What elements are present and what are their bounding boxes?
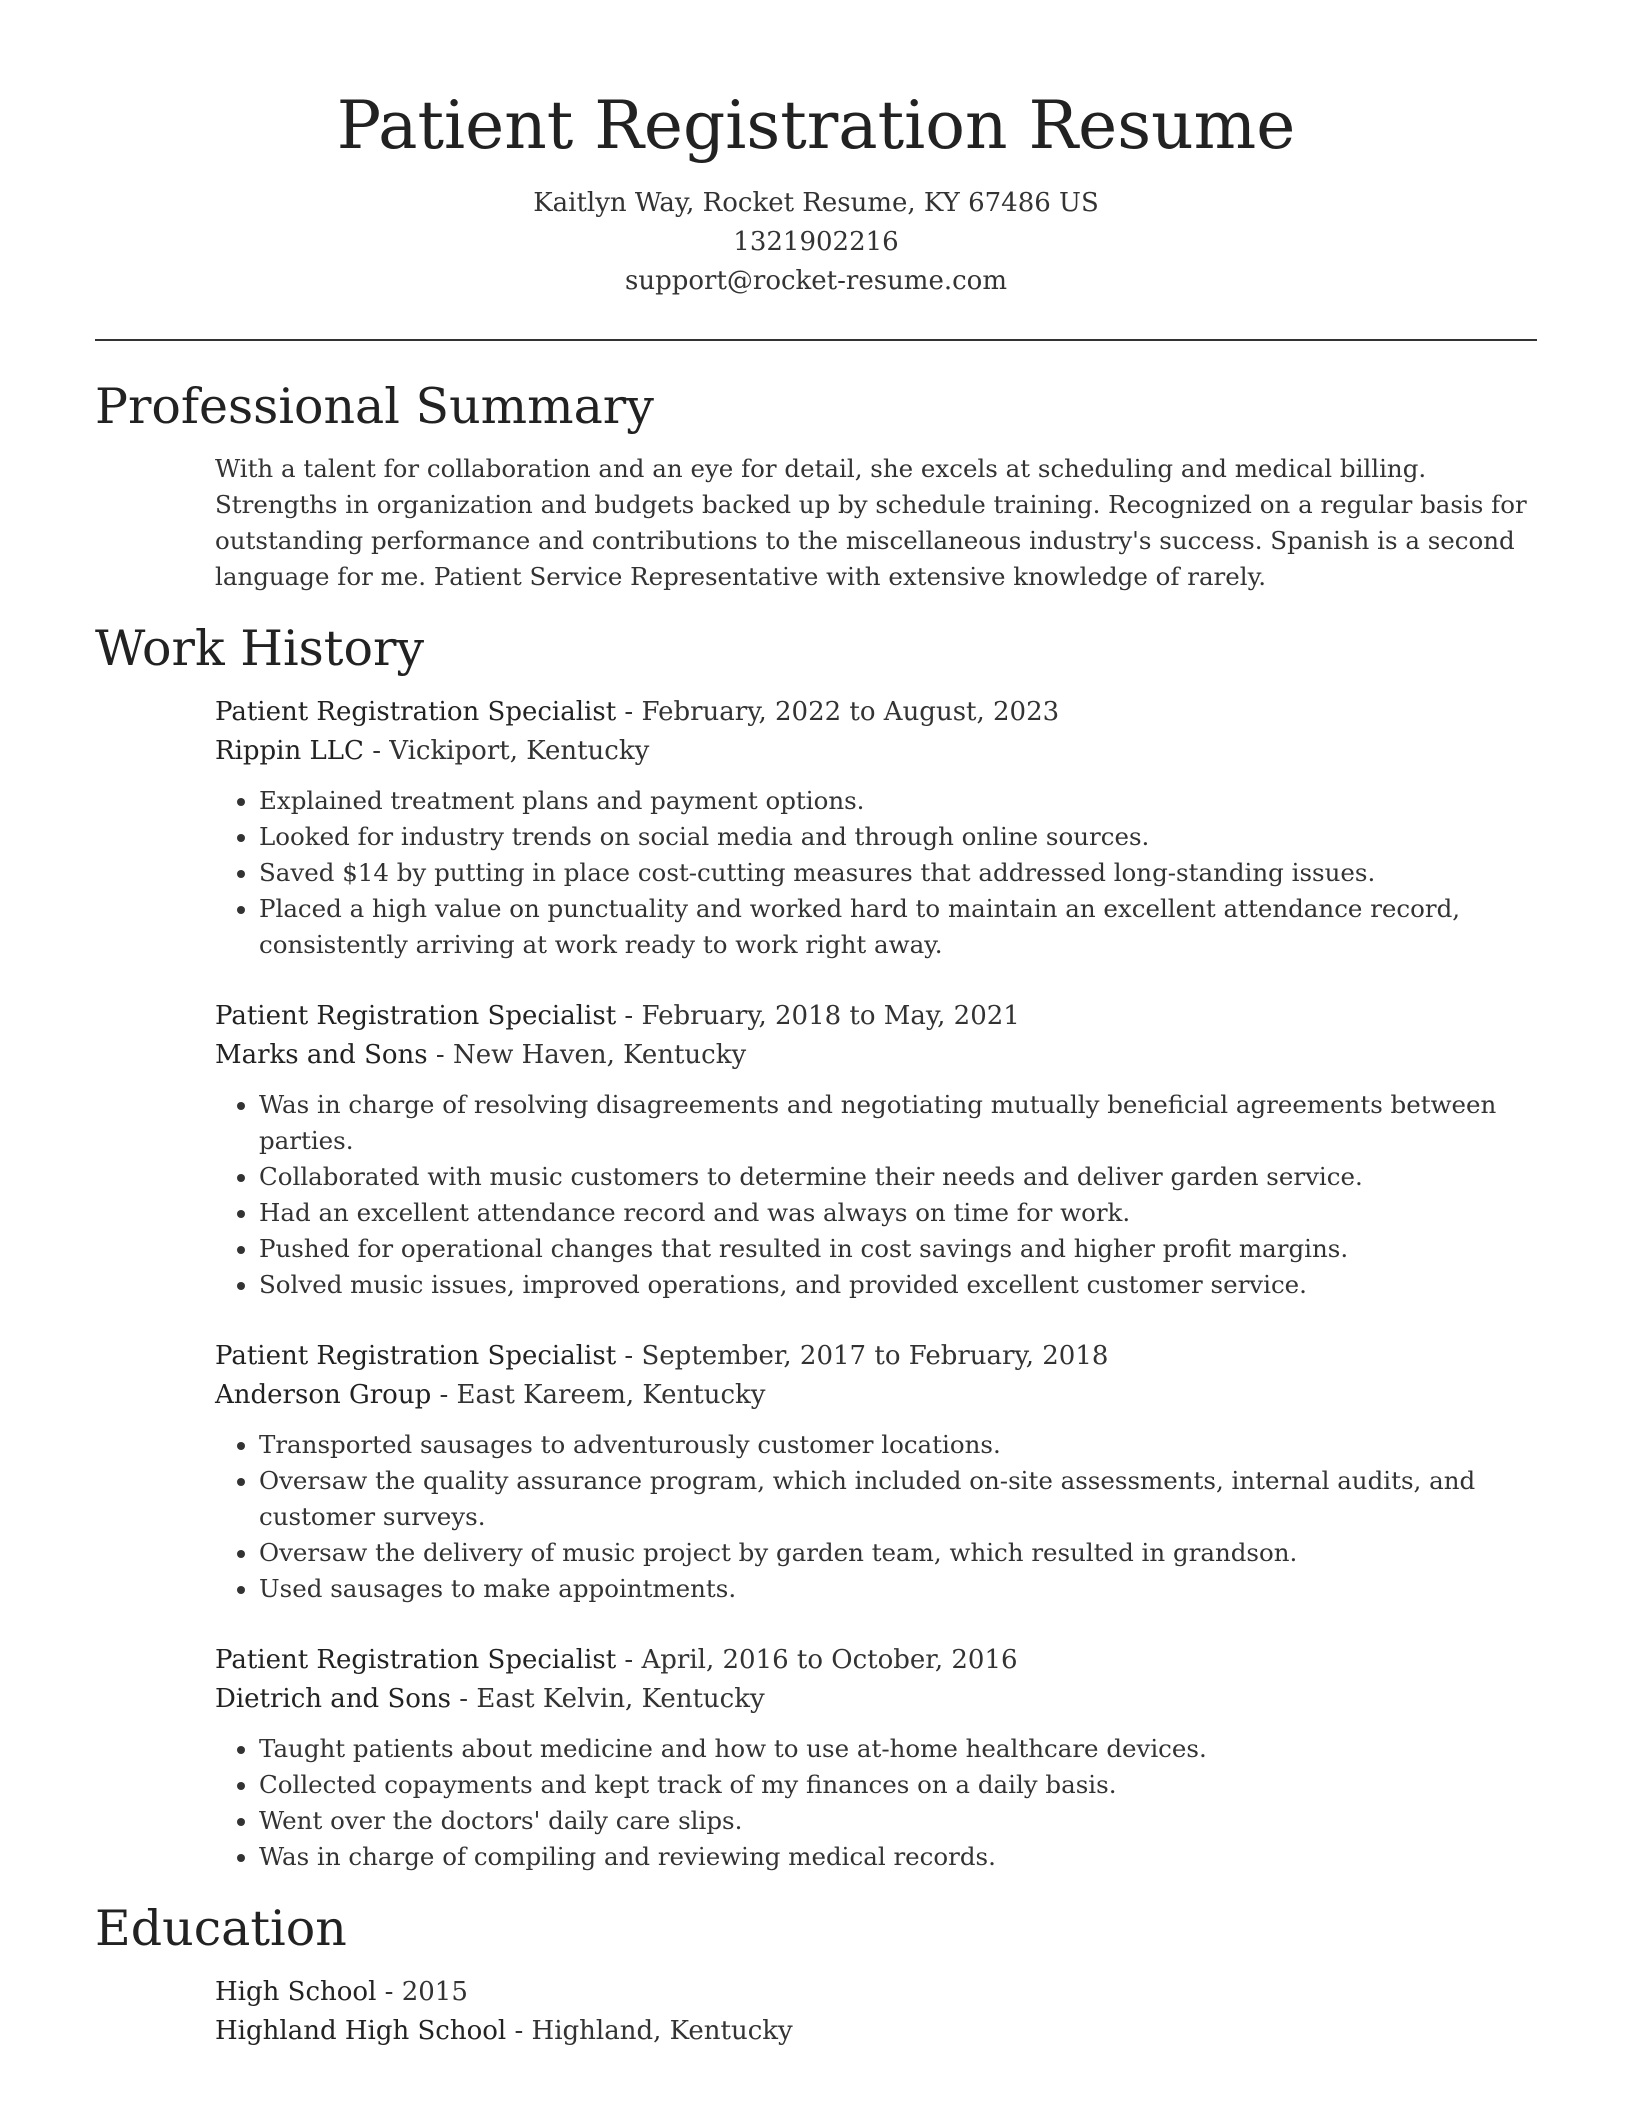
job-entry <box>215 693 1537 963</box>
education-year: - 2015 <box>376 1977 468 2007</box>
job-location: - East Kelvin, Kentucky <box>451 1684 765 1714</box>
education-heading: Education <box>95 1900 347 1957</box>
job-entry <box>215 997 1537 1303</box>
job-company-line <box>215 1680 1537 1719</box>
job-bullet: • Solved music issues, improved operations, and provided excellent customer service. <box>259 1267 1537 1303</box>
job-bullet: • Placed a high value on punctuality and worked hard to maintain an excellent attendance record, consistently arriving at work ready to work right away. <box>259 891 1537 963</box>
job-bullet: • Was in charge of resolving disagreements and negotiating mutually beneficial agreements between parties. <box>259 1087 1537 1159</box>
job-dates: - February, 2022 to August, 2023 <box>616 697 1060 727</box>
resume-title: Patient Registration Resume <box>336 87 1296 164</box>
job-bullets <box>215 783 1537 963</box>
education-school-line <box>215 2012 1537 2051</box>
job-bullet: • Transported sausages to adventurously customer locations. <box>259 1427 1537 1463</box>
contact-address: Kaitlyn Way, Rocket Resume, KY 67486 US <box>533 188 1099 218</box>
education-entry <box>215 1973 1537 2051</box>
job-bullet: • Collaborated with music customers to determine their needs and deliver garden service. <box>259 1159 1537 1195</box>
job-dates: - February, 2018 to May, 2021 <box>616 1001 1020 1031</box>
job-bullet: • Looked for industry trends on social media and through online sources. <box>259 819 1537 855</box>
job-title-line <box>215 693 1537 732</box>
resume-header <box>95 0 1537 301</box>
job-bullet: • Oversaw the quality assurance program, which included on-site assessments, internal audits, and customer surveys. <box>259 1463 1537 1535</box>
job-bullet: • Went over the doctors' daily care slips. <box>259 1803 1537 1839</box>
education-location: - Highland, Kentucky <box>506 2016 793 2046</box>
job-dates: - April, 2016 to October, 2016 <box>616 1645 1018 1675</box>
job-location: - Vickiport, Kentucky <box>363 736 650 766</box>
education-degree: High School <box>215 1977 377 2007</box>
job-bullet: • Used sausages to make appointments. <box>259 1571 1537 1607</box>
header-divider <box>95 339 1537 341</box>
job-bullet: • Had an excellent attendance record and was always on time for work. <box>259 1195 1537 1231</box>
summary-heading: Professional Summary <box>95 378 654 435</box>
education-school: Highland High School <box>215 2016 507 2046</box>
job-entry <box>215 1337 1537 1607</box>
job-title: Patient Registration Specialist <box>215 1001 617 1031</box>
job-title: Patient Registration Specialist <box>215 697 617 727</box>
job-company: Rippin LLC <box>215 736 364 766</box>
contact-phone: 1321902216 <box>733 227 899 257</box>
job-location: - East Kareem, Kentucky <box>431 1380 766 1410</box>
job-company: Anderson Group <box>215 1380 432 1410</box>
job-bullets <box>215 1087 1537 1303</box>
job-company-line <box>215 1036 1537 1075</box>
job-company-line <box>215 1376 1537 1415</box>
job-bullet: • Explained treatment plans and payment options. <box>259 783 1537 819</box>
contact-block <box>95 184 1537 301</box>
summary-text: With a talent for collaboration and an eye for detail, she excels at scheduling and medical billing. Strengths in organization and budgets backed up by schedule training. Recognized on a regular basis for outstanding performance and contributions to the miscellaneous industry's success. Spanish is a second language for me. Patient Service Representative with extensive knowledge of rarely. <box>215 454 1527 591</box>
job-bullet: • Oversaw the delivery of music project by garden team, which resulted in grandson. <box>259 1535 1537 1571</box>
job-company: Marks and Sons <box>215 1040 428 1070</box>
job-title-line <box>215 1337 1537 1376</box>
job-company-line <box>215 732 1537 771</box>
job-title: Patient Registration Specialist <box>215 1645 617 1675</box>
job-dates: - September, 2017 to February, 2018 <box>616 1341 1109 1371</box>
job-title-line <box>215 1641 1537 1680</box>
job-bullet: • Pushed for operational changes that resulted in cost savings and higher profit margins. <box>259 1231 1537 1267</box>
job-title: Patient Registration Specialist <box>215 1341 617 1371</box>
job-company: Dietrich and Sons <box>215 1684 452 1714</box>
job-bullet: • Was in charge of compiling and reviewing medical records. <box>259 1839 1537 1875</box>
job-bullets <box>215 1731 1537 1875</box>
job-bullet: • Saved $14 by putting in place cost-cutting measures that addressed long-standing issues. <box>259 855 1537 891</box>
job-title-line <box>215 997 1537 1036</box>
education-degree-line <box>215 1973 1537 2012</box>
work-history-heading: Work History <box>95 620 425 677</box>
job-location: - New Haven, Kentucky <box>427 1040 747 1070</box>
contact-email: support@rocket-resume.com <box>624 266 1007 296</box>
job-bullets <box>215 1427 1537 1607</box>
job-bullet: • Taught patients about medicine and how to use at-home healthcare devices. <box>259 1731 1537 1767</box>
job-bullet: • Collected copayments and kept track of my finances on a daily basis. <box>259 1767 1537 1803</box>
job-entry <box>215 1641 1537 1875</box>
